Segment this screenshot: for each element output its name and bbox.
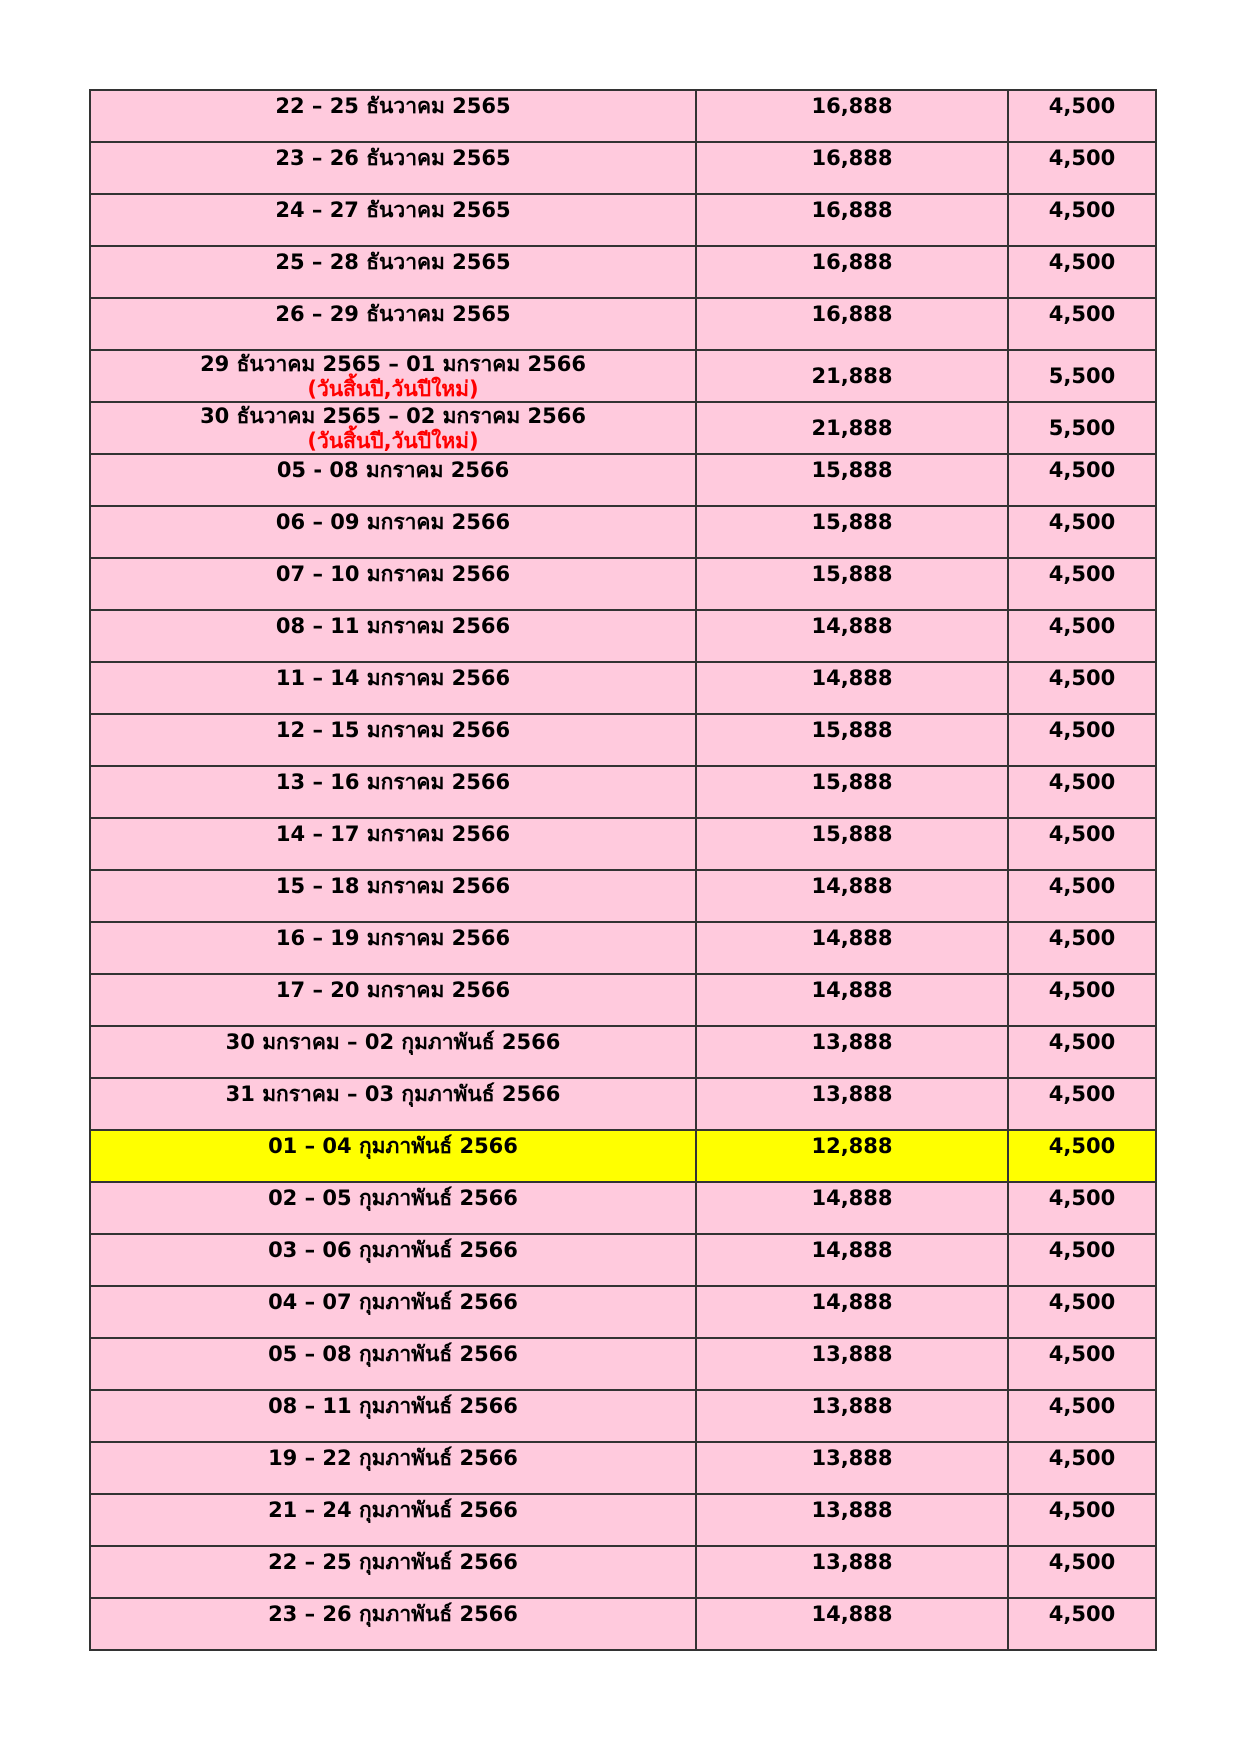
price-cell [696, 1286, 1008, 1338]
table-row [90, 1390, 1156, 1442]
table-row [90, 1338, 1156, 1390]
price-cell [696, 1546, 1008, 1598]
price-text: 15,888 [811, 562, 893, 586]
price-table [89, 89, 1157, 1651]
table-row [90, 1078, 1156, 1130]
price-text: 13,888 [811, 1082, 893, 1106]
date-range-text: 08 – 11 มกราคม 2566 [275, 614, 511, 638]
date-range-cell [90, 558, 696, 610]
date-range-text: 19 – 22 กุมภาพันธ์ 2566 [268, 1446, 518, 1470]
table-row [90, 506, 1156, 558]
date-range-cell [90, 1442, 696, 1494]
table-row [90, 1598, 1156, 1650]
extra-charge-cell [1008, 1390, 1156, 1442]
table-row [90, 1182, 1156, 1234]
price-cell [696, 246, 1008, 298]
date-range-cell [90, 974, 696, 1026]
extra-charge-text: 4,500 [1048, 1446, 1116, 1470]
extra-charge-text: 4,500 [1048, 1186, 1116, 1210]
table-row [90, 402, 1156, 454]
date-range-cell [90, 1338, 696, 1390]
date-range-text: 11 – 14 มกราคม 2566 [275, 666, 511, 690]
date-range-text: 12 – 15 มกราคม 2566 [275, 718, 511, 742]
extra-charge-text: 4,500 [1048, 1134, 1116, 1158]
price-cell [696, 90, 1008, 142]
price-cell [696, 1026, 1008, 1078]
date-range-text: 23 – 26 ธันวาคม 2565 [275, 146, 511, 170]
date-range-text: 05 - 08 มกราคม 2566 [276, 458, 510, 482]
extra-charge-text: 4,500 [1048, 1342, 1116, 1366]
date-range-cell [90, 402, 696, 454]
table-row [90, 662, 1156, 714]
price-cell [696, 1078, 1008, 1130]
extra-charge-text: 4,500 [1048, 250, 1116, 274]
date-range-text: 01 – 04 กุมภาพันธ์ 2566 [268, 1134, 518, 1158]
price-cell [696, 1390, 1008, 1442]
table-row [90, 558, 1156, 610]
extra-charge-cell [1008, 974, 1156, 1026]
extra-charge-text: 4,500 [1048, 874, 1116, 898]
extra-charge-cell [1008, 1494, 1156, 1546]
date-range-cell [90, 1598, 696, 1650]
price-text: 15,888 [811, 458, 893, 482]
price-text: 16,888 [811, 146, 893, 170]
date-range-text: 02 – 05 กุมภาพันธ์ 2566 [268, 1186, 518, 1210]
extra-charge-text: 4,500 [1048, 1394, 1116, 1418]
price-text: 14,888 [811, 1238, 893, 1262]
price-text: 14,888 [811, 1290, 893, 1314]
extra-charge-cell [1008, 766, 1156, 818]
date-range-text: 22 – 25 กุมภาพันธ์ 2566 [268, 1550, 518, 1574]
price-text: 14,888 [811, 1186, 893, 1210]
table-row [90, 1494, 1156, 1546]
price-text: 13,888 [811, 1394, 893, 1418]
date-range-cell [90, 1494, 696, 1546]
extra-charge-cell [1008, 714, 1156, 766]
extra-charge-cell [1008, 1078, 1156, 1130]
extra-charge-text: 4,500 [1048, 1290, 1116, 1314]
date-range-cell [90, 610, 696, 662]
table-row [90, 142, 1156, 194]
price-text: 16,888 [811, 94, 893, 118]
extra-charge-text: 4,500 [1048, 146, 1116, 170]
price-text: 14,888 [811, 666, 893, 690]
price-cell [696, 402, 1008, 454]
price-cell [696, 662, 1008, 714]
extra-charge-cell [1008, 558, 1156, 610]
price-text: 13,888 [811, 1550, 893, 1574]
date-range-text: 21 – 24 กุมภาพันธ์ 2566 [268, 1498, 518, 1522]
extra-charge-cell [1008, 662, 1156, 714]
date-range-text: 14 – 17 มกราคม 2566 [275, 822, 511, 846]
price-text: 14,888 [811, 926, 893, 950]
extra-charge-text: 5,500 [1048, 416, 1116, 440]
date-range-cell [90, 142, 696, 194]
price-cell [696, 1494, 1008, 1546]
extra-charge-cell [1008, 818, 1156, 870]
extra-charge-cell [1008, 1546, 1156, 1598]
table-row [90, 766, 1156, 818]
price-cell [696, 194, 1008, 246]
price-cell [696, 714, 1008, 766]
date-range-cell [90, 350, 696, 402]
price-text: 16,888 [811, 198, 893, 222]
date-range-text: 29 ธันวาคม 2565 – 01 มกราคม 2566 [200, 352, 586, 376]
date-range-text: 07 – 10 มกราคม 2566 [275, 562, 511, 586]
date-range-cell [90, 1546, 696, 1598]
extra-charge-text: 4,500 [1048, 770, 1116, 794]
price-text: 15,888 [811, 510, 893, 534]
date-range-text: 06 – 09 มกราคม 2566 [275, 510, 511, 534]
price-cell [696, 1598, 1008, 1650]
price-text: 13,888 [811, 1446, 893, 1470]
date-range-text: 04 – 07 กุมภาพันธ์ 2566 [268, 1290, 518, 1314]
date-range-text: 05 – 08 กุมภาพันธ์ 2566 [268, 1342, 518, 1366]
date-range-cell [90, 1078, 696, 1130]
extra-charge-text: 4,500 [1048, 1030, 1116, 1054]
extra-charge-cell [1008, 90, 1156, 142]
date-range-text: 08 – 11 กุมภาพันธ์ 2566 [268, 1394, 518, 1418]
table-row [90, 1546, 1156, 1598]
price-cell [696, 766, 1008, 818]
extra-charge-cell [1008, 506, 1156, 558]
price-cell [696, 558, 1008, 610]
date-range-text: 16 – 19 มกราคม 2566 [275, 926, 511, 950]
date-range-cell [90, 714, 696, 766]
date-range-cell [90, 1234, 696, 1286]
date-range-cell [90, 1130, 696, 1182]
date-range-text: 13 – 16 มกราคม 2566 [275, 770, 511, 794]
price-text: 14,888 [811, 1602, 893, 1626]
table-row [90, 610, 1156, 662]
price-cell [696, 506, 1008, 558]
date-range-text: 03 – 06 กุมภาพันธ์ 2566 [268, 1238, 518, 1262]
extra-charge-text: 4,500 [1048, 718, 1116, 742]
extra-charge-text: 4,500 [1048, 614, 1116, 638]
price-cell [696, 298, 1008, 350]
extra-charge-text: 4,500 [1048, 978, 1116, 1002]
price-cell [696, 1130, 1008, 1182]
price-cell [696, 142, 1008, 194]
date-range-text: 31 มกราคม – 03 กุมภาพันธ์ 2566 [225, 1082, 561, 1106]
table-row [90, 298, 1156, 350]
extra-charge-cell [1008, 298, 1156, 350]
date-range-cell [90, 298, 696, 350]
price-text: 21,888 [811, 416, 893, 440]
table-row [90, 818, 1156, 870]
extra-charge-text: 4,500 [1048, 198, 1116, 222]
table-row [90, 714, 1156, 766]
extra-charge-cell [1008, 246, 1156, 298]
price-text: 15,888 [811, 718, 893, 742]
price-text: 16,888 [811, 302, 893, 326]
extra-charge-cell [1008, 1182, 1156, 1234]
date-range-cell [90, 1026, 696, 1078]
price-text: 13,888 [811, 1030, 893, 1054]
price-text: 14,888 [811, 614, 893, 638]
extra-charge-cell [1008, 922, 1156, 974]
price-cell [696, 818, 1008, 870]
date-range-cell [90, 506, 696, 558]
table-row [90, 1130, 1156, 1182]
price-cell [696, 1234, 1008, 1286]
table-row [90, 1286, 1156, 1338]
table-row [90, 454, 1156, 506]
extra-charge-cell [1008, 1026, 1156, 1078]
extra-charge-text: 4,500 [1048, 94, 1116, 118]
date-range-text: 24 – 27 ธันวาคม 2565 [275, 198, 511, 222]
table-row [90, 870, 1156, 922]
extra-charge-text: 4,500 [1048, 1602, 1116, 1626]
extra-charge-text: 4,500 [1048, 1550, 1116, 1574]
date-range-text: 30 มกราคม – 02 กุมภาพันธ์ 2566 [225, 1030, 561, 1054]
table-row [90, 1026, 1156, 1078]
date-range-cell [90, 1390, 696, 1442]
date-range-cell [90, 454, 696, 506]
date-range-cell [90, 870, 696, 922]
extra-charge-text: 4,500 [1048, 1238, 1116, 1262]
extra-charge-cell [1008, 454, 1156, 506]
price-cell [696, 350, 1008, 402]
table-row [90, 350, 1156, 402]
extra-charge-cell [1008, 1130, 1156, 1182]
extra-charge-cell [1008, 1442, 1156, 1494]
date-range-cell [90, 922, 696, 974]
table-row [90, 90, 1156, 142]
date-range-text: 15 – 18 มกราคม 2566 [275, 874, 511, 898]
price-text: 13,888 [811, 1342, 893, 1366]
extra-charge-text: 4,500 [1048, 1082, 1116, 1106]
date-range-text: 22 – 25 ธันวาคม 2565 [275, 94, 511, 118]
price-cell [696, 1338, 1008, 1390]
extra-charge-cell [1008, 1338, 1156, 1390]
table-row [90, 1234, 1156, 1286]
date-range-cell [90, 90, 696, 142]
price-cell [696, 922, 1008, 974]
extra-charge-cell [1008, 350, 1156, 402]
extra-charge-text: 4,500 [1048, 302, 1116, 326]
date-range-cell [90, 766, 696, 818]
extra-charge-text: 4,500 [1048, 926, 1116, 950]
date-range-cell [90, 818, 696, 870]
price-text: 15,888 [811, 770, 893, 794]
price-cell [696, 454, 1008, 506]
extra-charge-text: 4,500 [1048, 458, 1116, 482]
extra-charge-text: 4,500 [1048, 562, 1116, 586]
extra-charge-cell [1008, 1286, 1156, 1338]
table-row [90, 246, 1156, 298]
extra-charge-cell [1008, 194, 1156, 246]
extra-charge-cell [1008, 610, 1156, 662]
date-range-text: 25 – 28 ธันวาคม 2565 [275, 250, 511, 274]
date-range-text: 26 – 29 ธันวาคม 2565 [275, 302, 511, 326]
extra-charge-text: 5,500 [1048, 364, 1116, 388]
extra-charge-cell [1008, 402, 1156, 454]
table-row [90, 1442, 1156, 1494]
price-cell [696, 1182, 1008, 1234]
price-cell [696, 870, 1008, 922]
date-range-cell [90, 1286, 696, 1338]
extra-charge-text: 4,500 [1048, 1498, 1116, 1522]
date-range-text: 17 – 20 มกราคม 2566 [275, 978, 511, 1002]
extra-charge-cell [1008, 870, 1156, 922]
date-range-cell [90, 194, 696, 246]
price-text: 14,888 [811, 978, 893, 1002]
price-cell [696, 974, 1008, 1026]
holiday-note: (วันสิ้นปี,วันปีใหม่) [307, 377, 479, 401]
date-range-text: 30 ธันวาคม 2565 – 02 มกราคม 2566 [200, 404, 586, 428]
table-row [90, 974, 1156, 1026]
price-text: 14,888 [811, 874, 893, 898]
extra-charge-text: 4,500 [1048, 666, 1116, 690]
table-row [90, 194, 1156, 246]
price-text: 15,888 [811, 822, 893, 846]
extra-charge-cell [1008, 1598, 1156, 1650]
price-text: 13,888 [811, 1498, 893, 1522]
table-row [90, 922, 1156, 974]
price-cell [696, 610, 1008, 662]
date-range-text: 23 – 26 กุมภาพันธ์ 2566 [268, 1602, 518, 1626]
extra-charge-text: 4,500 [1048, 822, 1116, 846]
price-table-body [90, 90, 1156, 1650]
price-text: 16,888 [811, 250, 893, 274]
extra-charge-cell [1008, 1234, 1156, 1286]
price-cell [696, 1442, 1008, 1494]
extra-charge-text: 4,500 [1048, 510, 1116, 534]
price-text: 12,888 [811, 1134, 893, 1158]
date-range-cell [90, 246, 696, 298]
date-range-cell [90, 662, 696, 714]
holiday-note: (วันสิ้นปี,วันปีใหม่) [307, 429, 479, 453]
price-text: 21,888 [811, 364, 893, 388]
extra-charge-cell [1008, 142, 1156, 194]
date-range-cell [90, 1182, 696, 1234]
